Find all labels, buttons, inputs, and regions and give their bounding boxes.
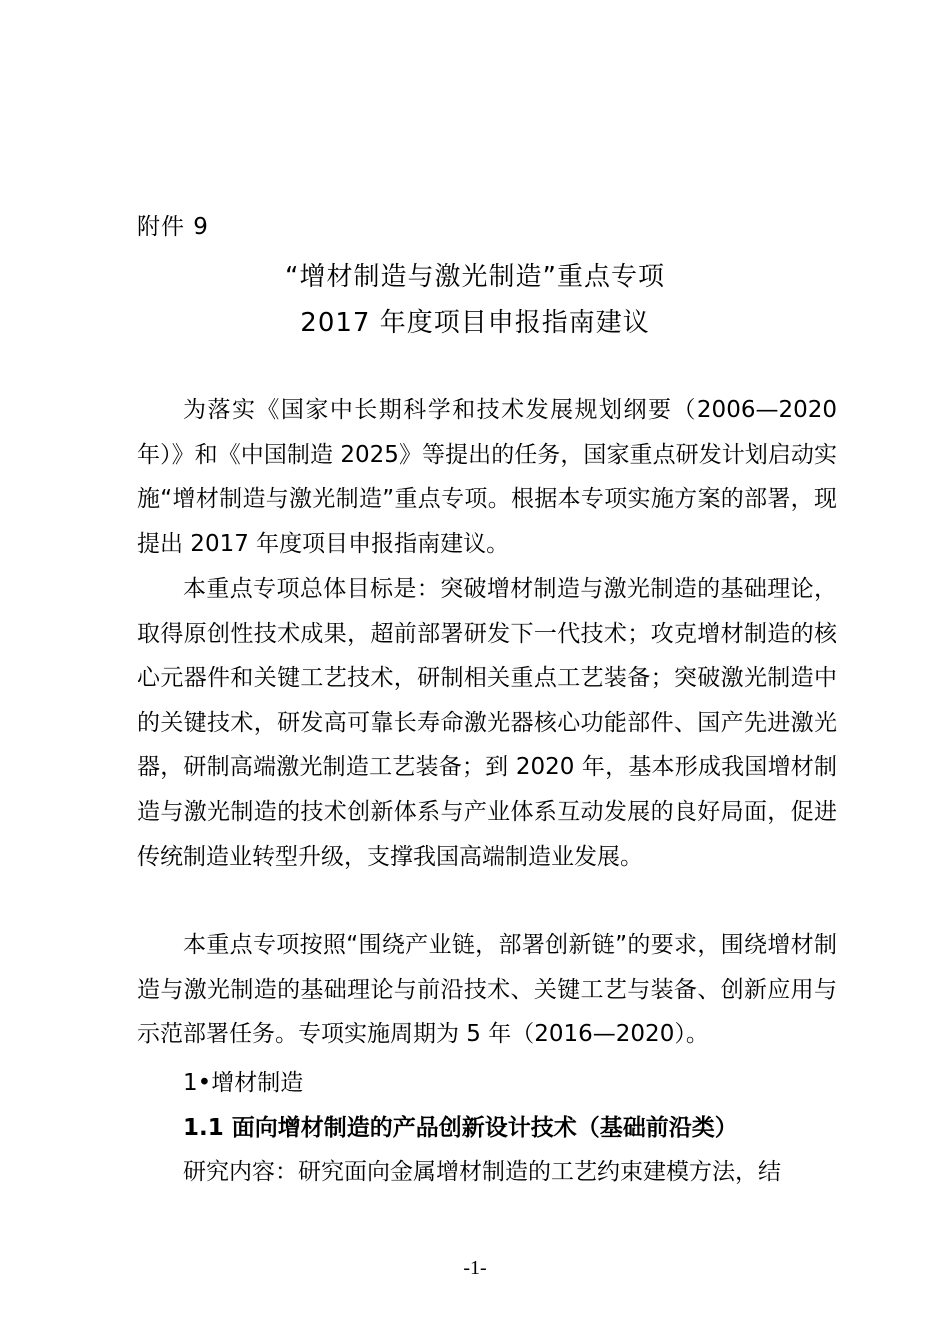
- paragraph-scope: 本重点专项按照“围绕产业链，部署创新链”的要求，围绕增材制造与激光制造的基础理论与前沿技术、关键工艺与装备、创新应用与示范部署任务。专项实施周期为 5 年（2016—2020）。: [137, 932, 837, 1048]
- research-content-line: 研究内容：研究面向金属增材制造的工艺约束建模方法，结: [183, 1159, 781, 1185]
- annex-label: 附件 9: [137, 214, 209, 240]
- section-heading: 1•增材制造: [183, 1070, 304, 1096]
- paragraph-goals: 本重点专项总体目标是：突破增材制造与激光制造的基础理论，取得原创性技术成果，超前部署研发下一代技术；攻克增材制造的核心元器件和关键工艺技术，研制相关重点工艺装备；突破激光制造中的关键技术，研发高可靠长寿命激光器核心功能部件、国产先进激光器，研制高端激光制造工艺装备；到 2020 年，基本形成我国增材制造与激光制造的技术创新体系与产业体系互动发展的良好局面，促进传统制造业转型升级，支撑我国高端制造业发展。: [137, 576, 837, 870]
- document-title-line-2: 2017 年度项目申报指南建议: [300, 308, 650, 338]
- document-title-line-1: “增材制造与激光制造”重点专项: [285, 262, 665, 292]
- subsection-heading: 1.1 面向增材制造的产品创新设计技术（基础前沿类）: [183, 1115, 738, 1141]
- paragraph-intro: 为落实《国家中长期科学和技术发展规划纲要（2006—2020年）》和《中国制造 2025》等提出的任务，国家重点研发计划启动实施“增材制造与激光制造”重点专项。根据本专项实施方案的部署，现提出 2017 年度项目申报指南建议。: [137, 397, 837, 557]
- page-number: -1-: [463, 1257, 487, 1279]
